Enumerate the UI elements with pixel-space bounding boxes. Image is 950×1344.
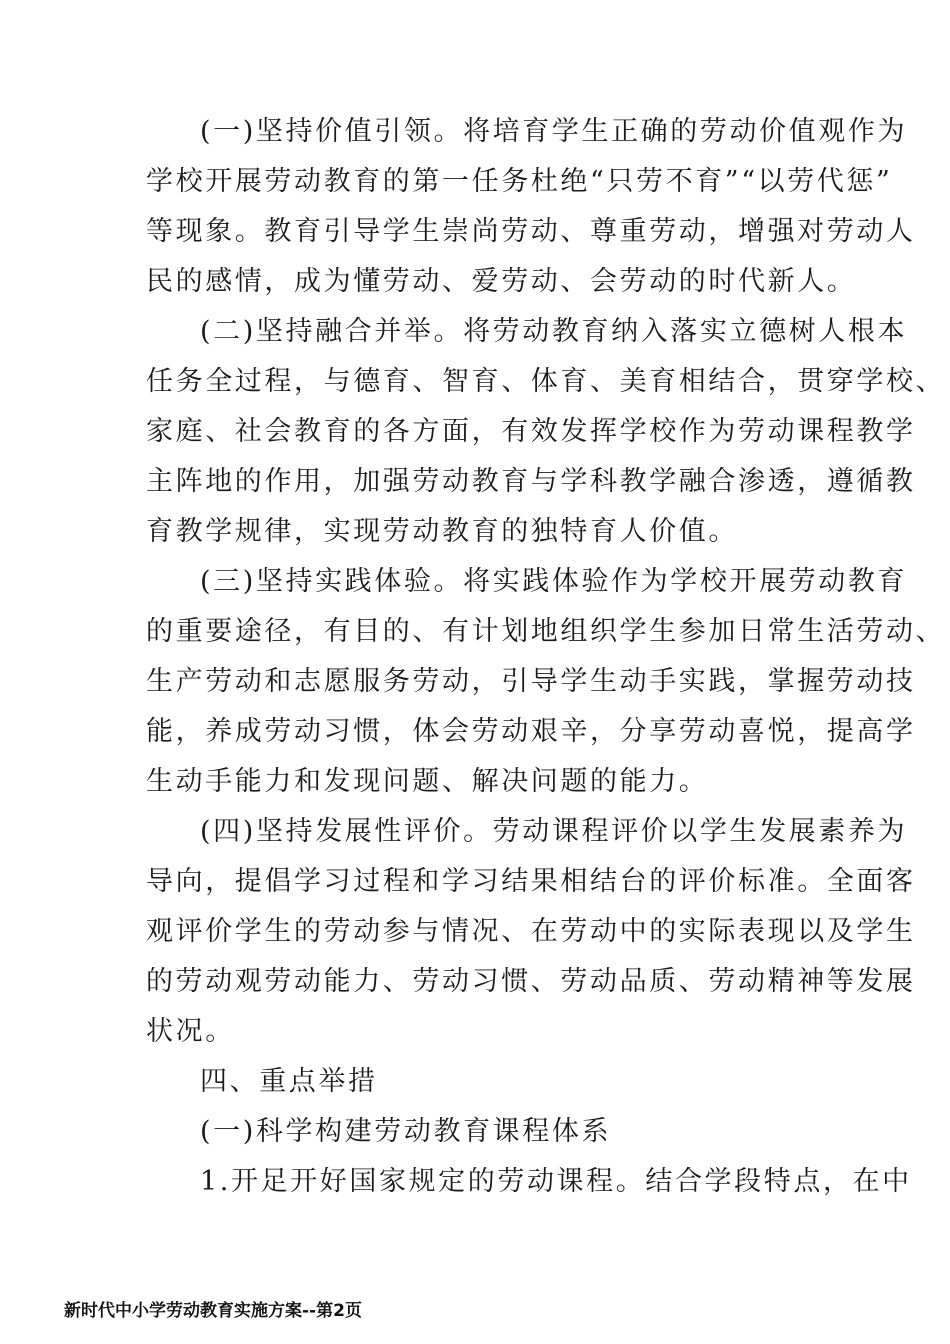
text-line: (二)坚持融合并举。将劳动教育纳入落实立德树人根本: [200, 316, 908, 347]
text-line: (一)坚持价值引领。将培育学生正确的劳动价值观作为: [200, 116, 908, 147]
text-line: 育教学规律，实现劳动教育的独特育人价值。: [146, 516, 738, 547]
text-line: 状况。: [146, 1016, 235, 1047]
text-line: 能，养成劳动习惯，体会劳动艰辛，分享劳动喜悦，提高学: [146, 716, 916, 747]
text-line: 观评价学生的劳动参与情况、在劳动中的实际表现以及学生: [146, 916, 916, 947]
text-line: 生动手能力和发现问题、解决问题的能力。: [146, 766, 709, 797]
text-line: 导向，提倡学习过程和学习结果相结台的评价标准。全面客: [146, 866, 916, 897]
section-heading: 四、重点举措: [200, 1066, 378, 1097]
text-line: 等现象。教育引导学生崇尚劳动、尊重劳动，增强对劳动人: [146, 216, 916, 247]
text-line: 1.开足开好国家规定的劳动课程。结合学段特点，在中: [200, 1166, 912, 1197]
subsection-heading: (一)科学构建劳动教育课程体系: [200, 1116, 612, 1147]
text-line: 主阵地的作用，加强劳动教育与学科教学融合渗透，遵循教: [146, 466, 916, 497]
text-line: (四)坚持发展性评价。劳动课程评价以学生发展素养为: [200, 816, 908, 847]
text-line: 的劳动观劳动能力、劳动习惯、劳动品质、劳动精神等发展: [146, 966, 916, 997]
text-line: 家庭、社会教育的各方面，有效发挥学校作为劳动课程教学: [146, 416, 916, 447]
text-line: 学校开展劳动教育的第一任务杜绝“只劳不育”“以劳代惩”: [146, 166, 893, 197]
text-line: 的重要途径，有目的、有计划地组织学生参加日常生活劳动、: [146, 616, 946, 647]
text-line: (三)坚持实践体验。将实践体验作为学校开展劳动教育: [200, 566, 908, 597]
text-line: 任务全过程，与德育、智育、体育、美育相结合，贯穿学校、: [146, 366, 946, 397]
text-line: 生产劳动和志愿服务劳动，引导学生动手实践，掌握劳动技: [146, 666, 916, 697]
page-footer: 新时代中小学劳动教育实施方案--第2页: [64, 1301, 362, 1321]
text-line: 民的感情，成为懂劳动、爱劳动、会劳动的时代新人。: [146, 266, 857, 297]
